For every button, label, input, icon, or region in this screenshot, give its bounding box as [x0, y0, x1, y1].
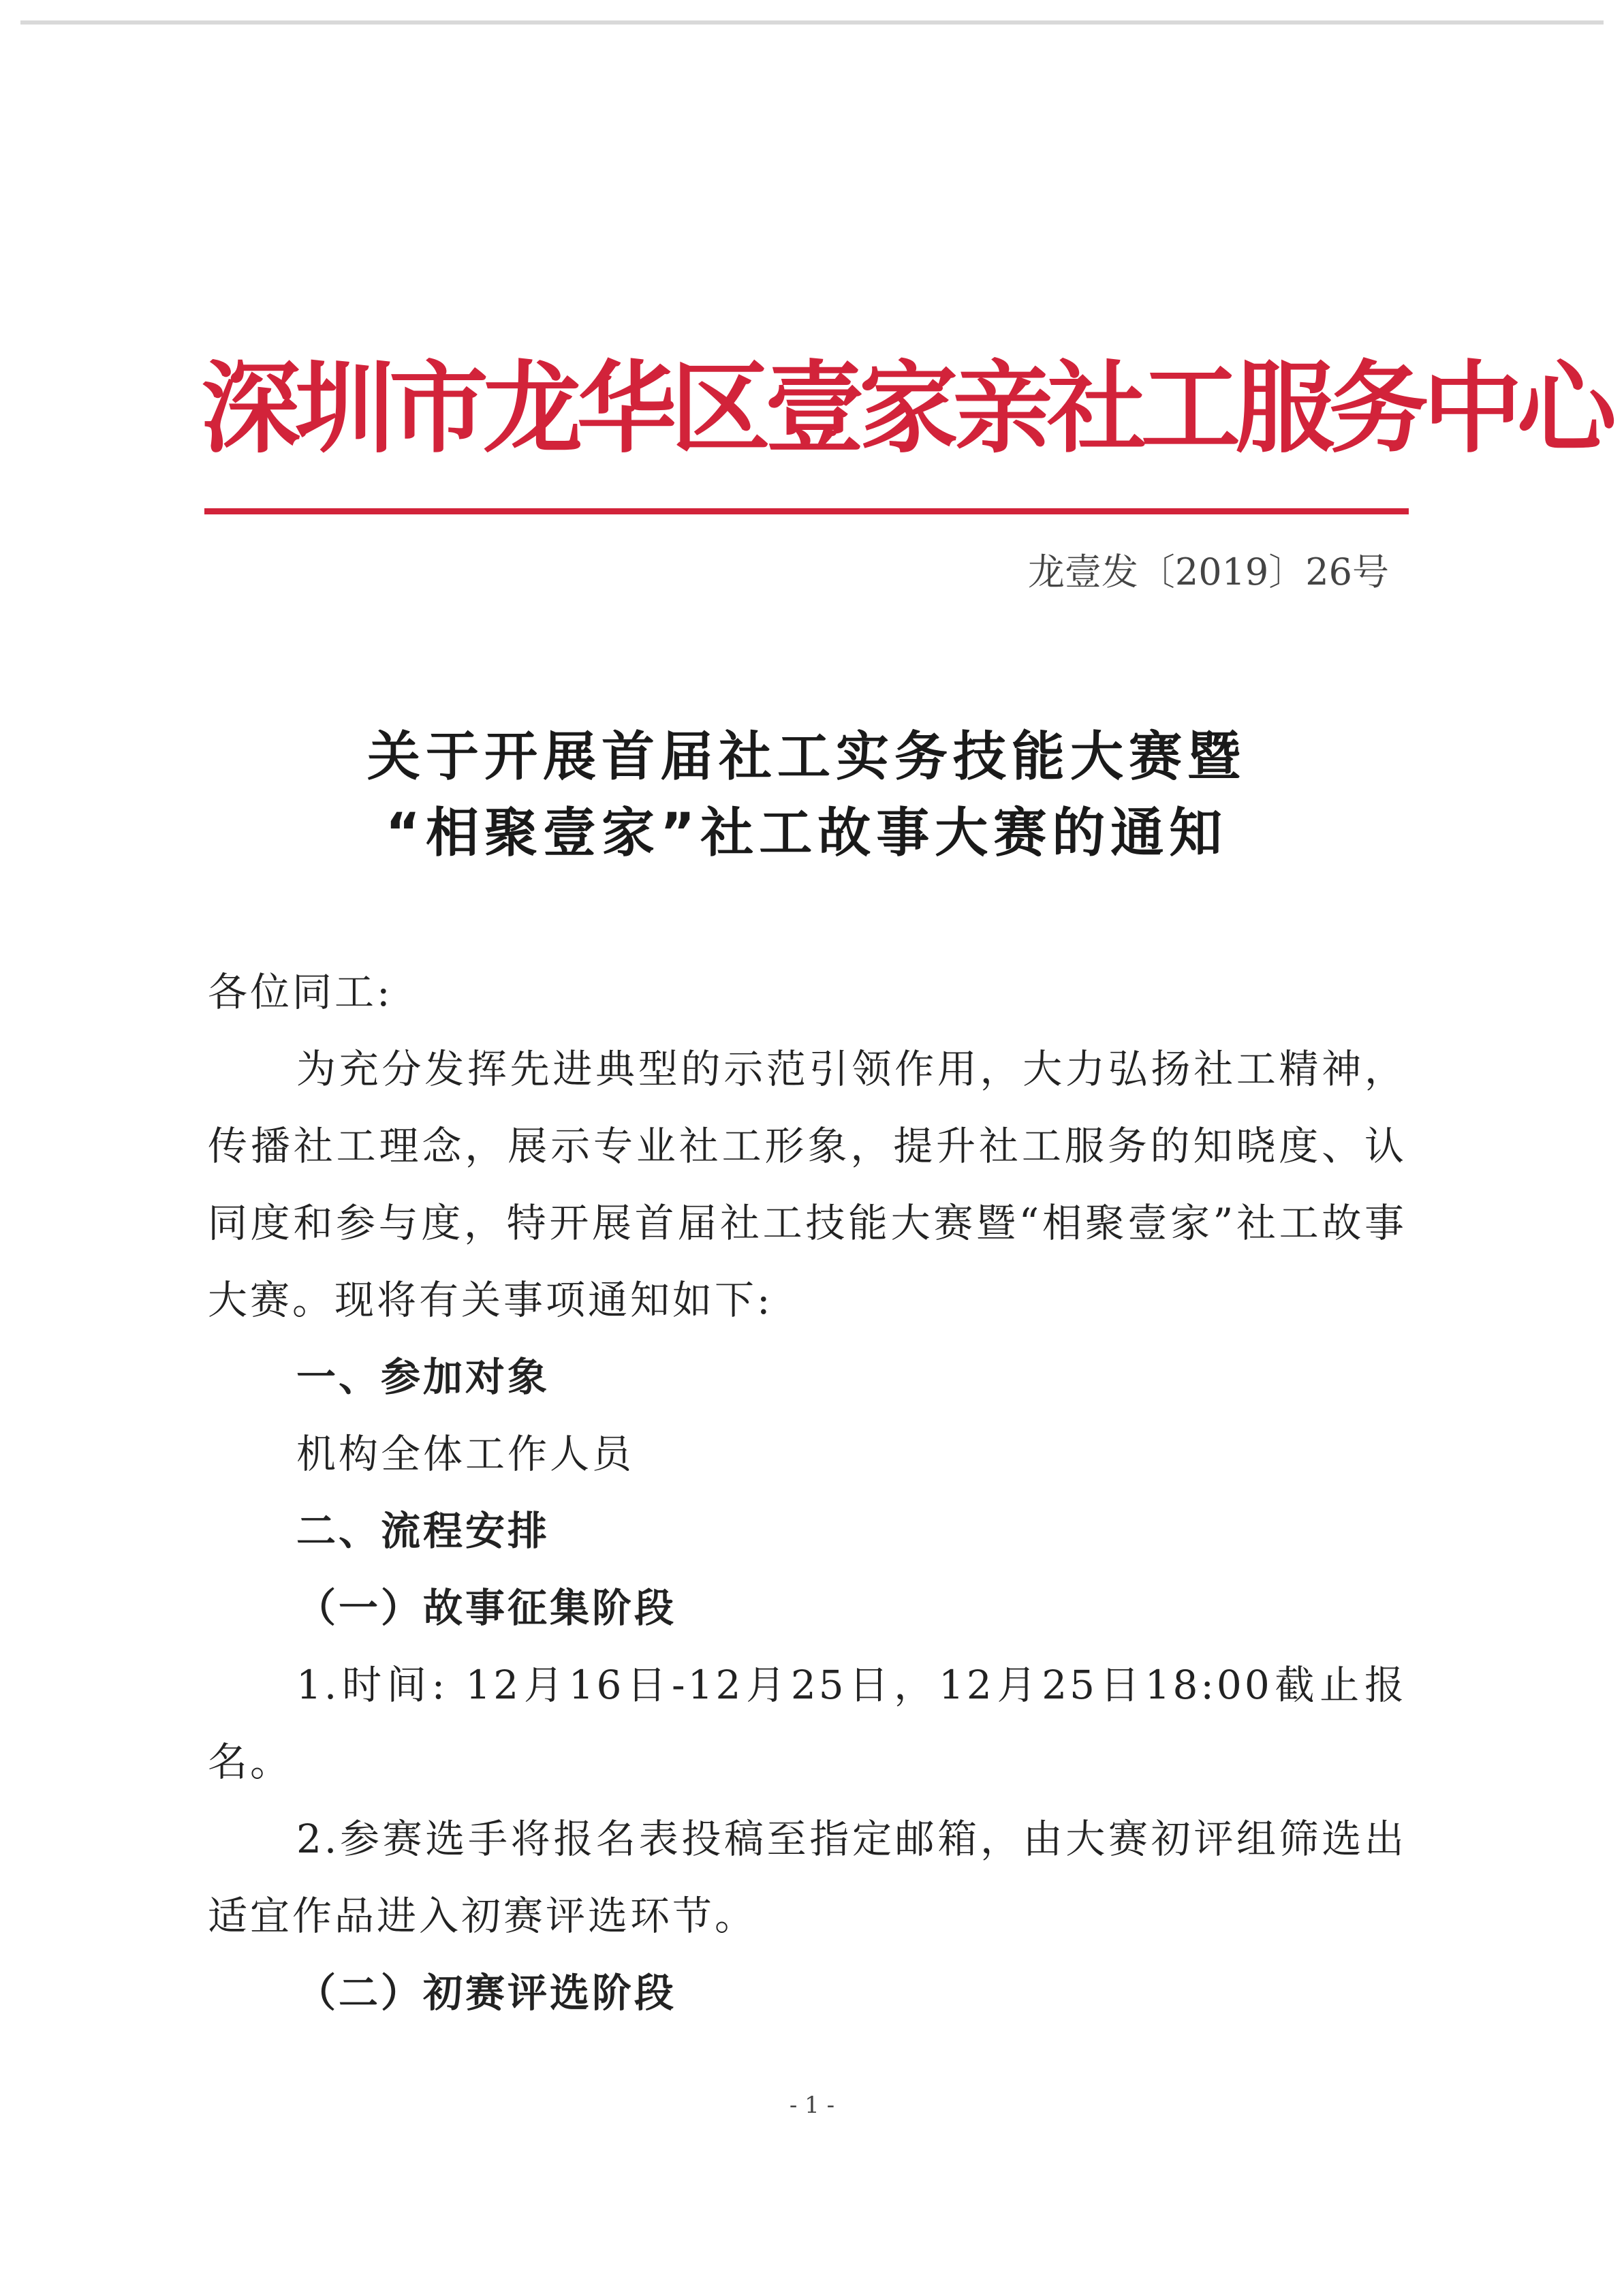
section-1-text: 机构全体工作人员	[296, 1431, 635, 1477]
document-title	[204, 719, 1409, 871]
scan-top-border	[20, 20, 1604, 25]
salutation: 各位同工:	[208, 969, 393, 1015]
stage-1-item-1: 1.时间: 12月16日-12月25日，12月25日18:00截止报名。	[208, 1662, 1407, 1785]
header-red-rule	[204, 508, 1409, 514]
title-line-2: “相聚壹家”社工故事大赛的通知	[385, 803, 1228, 864]
page-number: - 1 -	[789, 2092, 835, 2119]
document-number: 龙壹发〔2019〕26号	[1027, 551, 1389, 593]
stage-1-heading: （一）故事征集阶段	[296, 1585, 677, 1631]
title-line-1: 关于开展首届社工实务技能大赛暨	[366, 726, 1246, 788]
intro-paragraph: 为充分发挥先进典型的示范引领作用，大力弘扬社工精神，传播社工理念，展示专业社工形象，提升社工服务的知晓度、认同度和参与度，特开展首届社工技能大赛暨“相聚壹家”社工故事大赛。现将有关事项通知如下:	[208, 1046, 1407, 1323]
organization-name-header: 深圳市龙华区壹家亲社工服务中心	[201, 351, 1611, 467]
stage-2-heading: （二）初赛评选阶段	[296, 1970, 677, 2016]
section-2-heading: 二、流程安排	[296, 1508, 550, 1554]
stage-1-item-2: 2.参赛选手将报名表投稿至指定邮箱，由大赛初评组筛选出适宜作品进入初赛评选环节。	[208, 1816, 1407, 1939]
document-body	[208, 954, 1407, 2032]
section-1-heading: 一、参加对象	[296, 1354, 550, 1400]
